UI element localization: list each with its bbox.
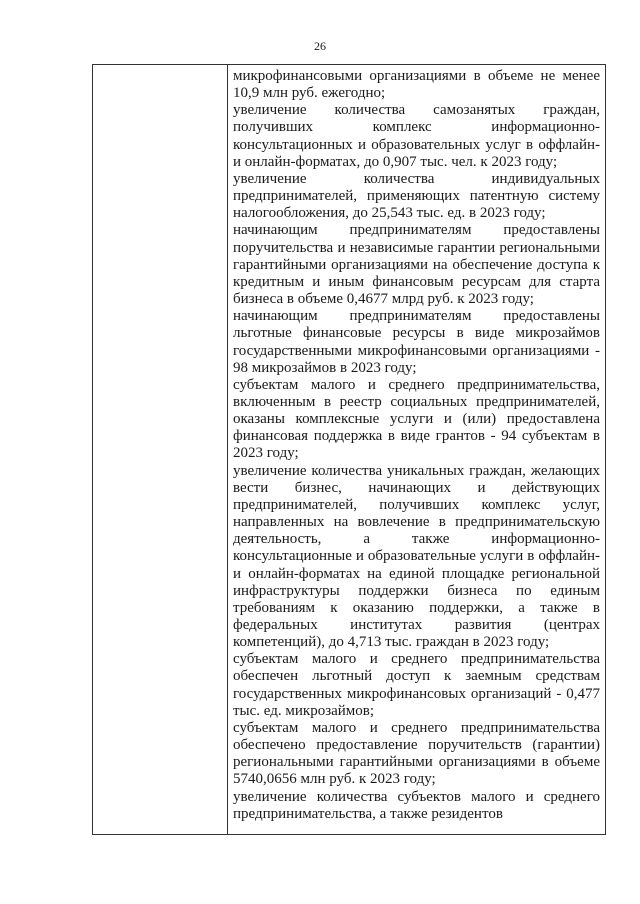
table-left-cell (93, 65, 228, 834)
paragraph-self-employed: увеличение количества самозанятых граждан, получивших комплекс информационно-консультационных и образовательных услуг в оффлайн- и онлайн-форматах, до 0,907 тыс. чел. к 2023 году; (233, 102, 600, 170)
paragraph-microfinance-volume: микрофинансовыми организациями в объеме не менее 10,9 млн руб. ежегодно; (233, 68, 600, 102)
paragraph-guarantees-startups: начинающим предпринимателям предоставлены поручительства и независимые гарантии региональными гарантийными организациями на обеспечение доступа к кредитным и иным финансовым ресурсам для старта бизнеса в объеме 0,4677 млрд руб. к 2023 году; (233, 222, 600, 308)
paragraph-individual-entrepreneurs: увеличение количества индивидуальных предпринимателей, применяющих патентную систему налогообложения, до 25,543 тыс. ед. в 2023 году; (233, 170, 600, 222)
table-right-cell (233, 68, 600, 823)
document-table (92, 64, 606, 835)
paragraph-regional-guarantees: субъектам малого и среднего предпринимательства обеспечено предоставление поручительств (гарантии) региональными гарантийными организациями в объеме 5740,0656 млн руб. к 2023 году; (233, 719, 600, 788)
paragraph-preferential-loans: субъектам малого и среднего предпринимательства обеспечен льготный доступ к заемным средствам государственных микрофинансовых организаций - 0,477 тыс. ед. микрозаймов; (233, 651, 600, 719)
paragraph-social-entrepreneurs: субъектам малого и среднего предпринимательства, включенным в реестр социальных предпринимателей, оказаны комплексные услуги и (или) предоставлена финансовая поддержка в виде грантов - 94 субъектам в 2023 году; (233, 376, 600, 462)
paragraph-microloans-startups: начинающим предпринимателям предоставлены льготные финансовые ресурсы в виде микрозаймов государственными микрофинансовыми организациями - 98 микрозаймов в 2023 году; (233, 308, 600, 376)
paragraph-sme-residents: увеличение количества субъектов малого и среднего предпринимательства, а также резидентов (233, 788, 600, 822)
paragraph-unique-citizens: увеличение количества уникальных граждан, желающих вести бизнес, начинающих и действующих предпринимателей, получивших комплекс услуг, направленных на вовлечение в предпринимательскую деятельность, а также информационно-консультационные и образовательные услуги в оффлайн- и онлайн-форматах на единой площадке региональной инфраструктуры поддержки бизнеса по единым требованиям к оказанию поддержки, а также в федеральных институтах развития (центрах компетенций), до 4,713 тыс. граждан в 2023 году; (233, 462, 600, 651)
page-number: 26 (314, 39, 326, 53)
